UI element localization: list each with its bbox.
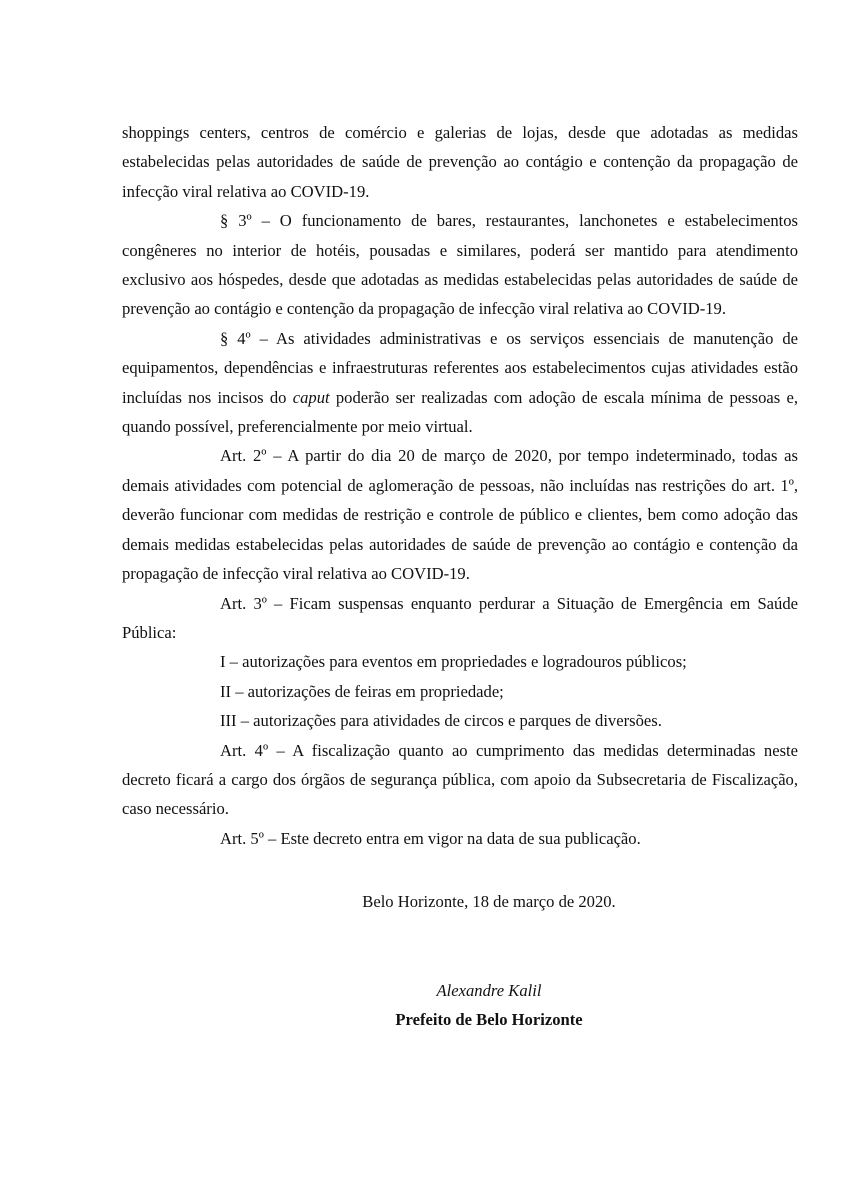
date-line: Belo Horizonte, 18 de março de 2020. [362,892,616,911]
list-item-iii: III – autorizações para atividades de circos e parques de diversões. [220,711,662,731]
paragraph-article-4: Art. 4º – A fiscalização quanto ao cumprimento das medidas determinadas neste decreto ficará a cargo dos órgãos de segurança pública, com apoio da Subsecretaria de Fiscalização, caso necessário. [122,740,798,819]
caput-term: caput [292,387,330,407]
paragraph-continuation: shoppings centers, centros de comércio e galerias de lojas, desde que adotadas as medidas estabelecidas pelas autoridades de saúde de prevenção ao contágio e contenção da propagação de infecção viral relativa ao COVID-19. [122,123,798,201]
document-page [122,118,798,1029]
paragraph-article-5: Art. 5º – Este decreto entra em vigor na data de sua publicação. [220,828,641,848]
signatory-name: Alexandre Kalil [436,981,542,1000]
paragraph-article-3: Art. 3º – Ficam suspensas enquanto perdurar a Situação de Emergência em Saúde Pública: [122,593,798,642]
signatory-title: Prefeito de Belo Horizonte [395,1010,583,1029]
paragraph-article-2: Art. 2º – A partir do dia 20 de março de 2020, por tempo indeterminado, todas as demais atividades com potencial de aglomeração de pessoas, não incluídas nas restrições do art. 1º, deverão funcionar com medidas de restrição e controle de público e clientes, bem como adoção das demais medidas estabelecidas pelas autoridades de saúde de prevenção ao contágio e contenção da propagação de infecção viral relativa ao COVID-19. [122,446,798,584]
list-item-ii: II – autorizações de feiras em propriedade; [220,681,504,701]
paragraph-section-3: § 3º – O funcionamento de bares, restaurantes, lanchonetes e estabelecimentos congêneres no interior de hotéis, pousadas e similares, poderá ser mantido para atendimento exclusivo aos hóspedes, desde que adotadas as medidas estabelecidas pelas autoridades de saúde de prevenção ao contágio e contenção da propagação de infecção viral relativa ao COVID-19. [122,211,798,319]
paragraph-section-4-text-end: poderão ser realizadas com adoção de escala mínima de pessoas e, quando possível, preferencialmente por meio virtual. [122,387,798,437]
paragraph-section-4 [122,324,798,442]
list-item-i: I – autorizações para eventos em propriedades e logradouros públicos; [220,652,687,672]
paragraph-section-4-text-start: § 4º – As atividades administrativas e os serviços essenciais de manutenção de equipamentos, dependências e infraestruturas referentes aos estabelecimentos cujas atividades estão incluídas nos incisos do [122,328,798,407]
